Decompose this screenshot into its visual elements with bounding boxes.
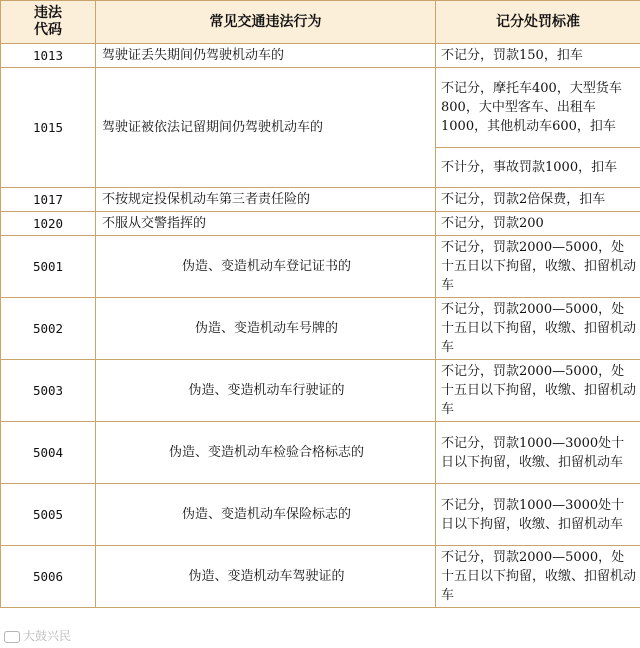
row-code: 5003 [1, 360, 96, 422]
row-behavior: 伪造、变造机动车驾驶证的 [96, 546, 436, 608]
row-penalty: 不记分，罚款150，扣车 [436, 44, 640, 68]
row-code: 1020 [1, 212, 96, 236]
row-penalty-secondary: 不计分，事故罚款1000，扣车 [436, 148, 640, 188]
header-penalty: 记分处罚标准 [436, 1, 640, 44]
row-penalty: 不记分，摩托车400，大型货车800，大中型客车、出租车1000，其他机动车600，扣车 [436, 68, 640, 148]
row-behavior: 驾驶证丢失期间仍驾驶机动车的 [96, 44, 436, 68]
table-row [1, 212, 640, 236]
table-row [1, 188, 640, 212]
table-row [1, 236, 640, 298]
table-row [1, 360, 640, 422]
row-penalty: 不记分，罚款200 [436, 212, 640, 236]
table-row [1, 422, 640, 484]
row-code: 1013 [1, 44, 96, 68]
row-penalty: 不记分，罚款1000—3000处十日以下拘留，收缴、扣留机动车 [436, 422, 640, 484]
row-penalty: 不记分，罚款2000—5000，处十五日以下拘留，收缴、扣留机动车 [436, 236, 640, 298]
row-behavior: 不服从交警指挥的 [96, 212, 436, 236]
row-penalty: 不记分，罚款2000—5000，处十五日以下拘留，收缴、扣留机动车 [436, 546, 640, 608]
row-penalty: 不记分，罚款2000—5000，处十五日以下拘留，收缴、扣留机动车 [436, 360, 640, 422]
header-code [1, 1, 96, 44]
row-code: 5001 [1, 236, 96, 298]
table-header-row [1, 1, 640, 44]
row-code: 1017 [1, 188, 96, 212]
watermark [4, 627, 71, 644]
table-row [1, 298, 640, 360]
row-code: 1015 [1, 68, 96, 188]
row-code: 5005 [1, 484, 96, 546]
row-behavior: 伪造、变造机动车保险标志的 [96, 484, 436, 546]
row-code: 5004 [1, 422, 96, 484]
row-behavior: 驾驶证被依法记留期间仍驾驶机动车的 [96, 68, 436, 188]
row-penalty: 不记分，罚款2000—5000，处十五日以下拘留，收缴、扣留机动车 [436, 298, 640, 360]
row-behavior: 伪造、变造机动车行驶证的 [96, 360, 436, 422]
header-behavior: 常见交通违法行为 [96, 1, 436, 44]
header-code-label: 违法 代码 [34, 5, 62, 38]
table-row [1, 546, 640, 608]
table-row [1, 68, 640, 148]
watermark-text: 大鼓兴民 [23, 629, 72, 643]
row-penalty: 不记分，罚款2倍保费，扣车 [436, 188, 640, 212]
row-behavior: 伪造、变造机动车登记证书的 [96, 236, 436, 298]
table-row [1, 44, 640, 68]
row-behavior: 伪造、变造机动车检验合格标志的 [96, 422, 436, 484]
row-code: 5002 [1, 298, 96, 360]
row-behavior: 不按规定投保机动车第三者责任险的 [96, 188, 436, 212]
table-row [1, 484, 640, 546]
row-penalty: 不记分，罚款1000—3000处十日以下拘留，收缴、扣留机动车 [436, 484, 640, 546]
row-code: 5006 [1, 546, 96, 608]
watermark-icon [4, 631, 20, 643]
row-behavior: 伪造、变造机动车号牌的 [96, 298, 436, 360]
